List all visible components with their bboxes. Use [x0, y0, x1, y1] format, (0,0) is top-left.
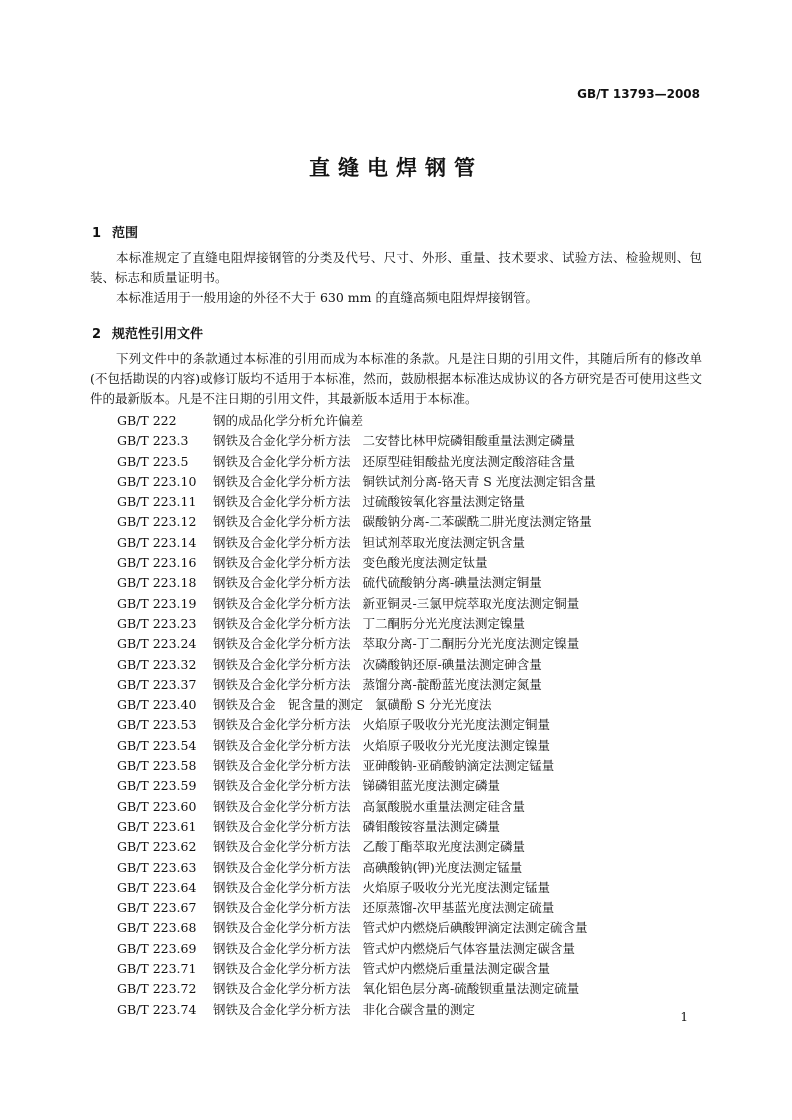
reference-series: 钢铁及合金化学分析方法 — [213, 1001, 351, 1017]
reference-method: 高氯酸脱水重量法测定硅含量 — [362, 798, 526, 814]
reference-code: GB/T 223.54 — [117, 737, 197, 753]
reference-method: 管式炉内燃烧后重量法测定碳含量 — [362, 961, 551, 977]
section-2-heading — [92, 323, 203, 342]
reference-series: 钢铁及合金化学分析方法 — [213, 737, 351, 753]
reference-code: GB/T 223.19 — [117, 595, 197, 611]
scope-paragraph-1: 本标准规定了直缝电阻焊接钢管的分类及代号、尺寸、外形、重量、技术要求、试验方法、检验规则、包装、标志和质量证明书。 — [90, 250, 702, 285]
reference-series: 钢铁及合金化学分析方法 — [213, 453, 351, 469]
reference-method: 萃取分离-丁二酮肟分光光度法测定镍量 — [362, 636, 580, 652]
section-1-body — [90, 248, 702, 308]
reference-item — [117, 878, 596, 898]
reference-item — [117, 675, 596, 695]
reference-series: 钢的成品化学分析允许偏差 — [213, 413, 364, 428]
reference-item — [117, 594, 596, 614]
reference-method: 次磷酸钠还原-碘量法测定砷含量 — [362, 656, 542, 672]
reference-series: 钢铁及合金化学分析方法 — [213, 615, 351, 631]
reference-method: 还原型硅钼酸盐光度法测定酸溶硅含量 — [362, 453, 576, 469]
reference-item — [117, 614, 596, 634]
reference-series: 钢铁及合金化学分析方法 — [213, 961, 351, 977]
reference-series: 钢铁及合金化学分析方法 — [213, 900, 351, 916]
page-number: 1 — [680, 1010, 688, 1024]
reference-method: 锑磷钼蓝光度法测定磷量 — [362, 778, 501, 794]
reference-list — [117, 411, 596, 1020]
reference-item — [117, 452, 596, 472]
reference-method: 亚砷酸钠-亚硝酸钠滴定法测定锰量 — [362, 758, 555, 774]
reference-method: 火焰原子吸收分光光度法测定锰量 — [362, 879, 551, 895]
reference-code: GB/T 223.72 — [117, 981, 197, 997]
section-heading-text: 规范性引用文件 — [112, 327, 204, 342]
document-title: 直缝电焊钢管 — [309, 156, 483, 180]
reference-series: 钢铁及合金化学分析方法 — [213, 778, 351, 794]
reference-code: GB/T 223.53 — [117, 717, 197, 733]
reference-code: GB/T 223.23 — [117, 615, 197, 631]
reference-item — [117, 655, 596, 675]
reference-series: 钢铁及合金化学分析方法 — [213, 494, 351, 510]
reference-code: GB/T 223.67 — [117, 900, 197, 916]
reference-method: 钽试剂萃取光度法测定钒含量 — [362, 534, 526, 550]
reference-series: 钢铁及合金化学分析方法 — [213, 839, 351, 855]
reference-series: 钢铁及合金化学分析方法 — [213, 717, 351, 733]
reference-method: 硫代硫酸钠分离-碘量法测定铜量 — [362, 575, 542, 591]
reference-method: 非化合碳含量的测定 — [362, 1001, 476, 1017]
reference-code: GB/T 223.69 — [117, 940, 197, 956]
reference-method: 铜铁试剂分离-铬天青 S 光度法测定铝含量 — [362, 473, 596, 489]
reference-item — [117, 492, 596, 512]
reference-code: GB/T 223.71 — [117, 961, 197, 977]
reference-item — [117, 797, 596, 817]
reference-method: 火焰原子吸收分光光度法测定镍量 — [362, 737, 551, 753]
reference-series: 钢铁及合金化学分析方法 — [213, 940, 351, 956]
reference-item — [117, 1000, 596, 1020]
reference-series: 钢铁及合金化学分析方法 — [213, 920, 351, 936]
standard-code: GB/T 13793—2008 — [577, 87, 700, 101]
reference-code: GB/T 223.74 — [117, 1001, 197, 1017]
reference-item — [117, 472, 596, 492]
reference-item — [117, 533, 596, 553]
reference-item — [117, 512, 596, 532]
reference-method: 高碘酸钠(钾)光度法测定锰量 — [362, 859, 523, 875]
reference-code: GB/T 223.14 — [117, 534, 197, 550]
reference-series: 钢铁及合金化学分析方法 — [213, 859, 351, 875]
reference-series: 钢铁及合金化学分析方法 — [213, 798, 351, 814]
reference-series: 钢铁及合金化学分析方法 — [213, 555, 351, 571]
reference-series: 钢铁及合金化学分析方法 — [213, 595, 351, 611]
reference-item — [117, 939, 596, 959]
reference-series: 钢铁及合金化学分析方法 — [213, 636, 351, 652]
reference-code: GB/T 223.16 — [117, 555, 197, 571]
reference-item — [117, 858, 596, 878]
reference-method: 火焰原子吸收分光光度法测定铜量 — [362, 717, 551, 733]
reference-item — [117, 817, 596, 837]
reference-series: 钢铁及合金化学分析方法 — [213, 676, 351, 692]
reference-code: GB/T 223.40 — [117, 697, 197, 713]
section-number: 1 — [92, 226, 102, 241]
reference-item — [117, 573, 596, 593]
reference-code: GB/T 223.18 — [117, 575, 197, 591]
reference-item — [117, 898, 596, 918]
reference-item — [117, 695, 596, 715]
reference-series: 钢铁及合金化学分析方法 — [213, 575, 351, 591]
reference-series: 钢铁及合金 铌含量的测定 — [213, 697, 364, 713]
section-heading-text: 范围 — [112, 226, 139, 241]
reference-code: GB/T 223.68 — [117, 920, 197, 936]
reference-series: 钢铁及合金化学分析方法 — [213, 879, 351, 895]
reference-code: GB/T 223.3 — [117, 433, 189, 449]
reference-code: GB/T 223.10 — [117, 473, 197, 489]
reference-method: 乙酸丁酯萃取光度法测定磷量 — [362, 839, 526, 855]
reference-series: 钢铁及合金化学分析方法 — [213, 433, 351, 449]
scope-paragraph-2: 本标准适用于一般用途的外径不大于 630 mm 的直缝高频电阻焊焊接钢管。 — [116, 290, 538, 305]
reference-method: 还原蒸馏-次甲基蓝光度法测定硫量 — [362, 900, 555, 916]
reference-series: 钢铁及合金化学分析方法 — [213, 656, 351, 672]
reference-item — [117, 837, 596, 857]
reference-item — [117, 715, 596, 735]
reference-code: GB/T 223.11 — [117, 494, 197, 510]
reference-method: 过硫酸铵氧化容量法测定铬量 — [362, 494, 526, 510]
reference-code: GB/T 223.37 — [117, 676, 197, 692]
reference-series: 钢铁及合金化学分析方法 — [213, 514, 351, 530]
reference-method: 新亚铜灵-三氯甲烷萃取光度法测定铜量 — [362, 595, 580, 611]
reference-item — [117, 553, 596, 573]
reference-item — [117, 756, 596, 776]
reference-code: GB/T 223.63 — [117, 859, 197, 875]
reference-code: GB/T 223.32 — [117, 656, 197, 672]
reference-series: 钢铁及合金化学分析方法 — [213, 981, 351, 997]
reference-method: 管式炉内燃烧后气体容量法测定碳含量 — [362, 940, 576, 956]
reference-item — [117, 411, 596, 431]
reference-method: 二安替比林甲烷磷钼酸重量法测定磷量 — [362, 433, 576, 449]
reference-code: GB/T 223.64 — [117, 879, 197, 895]
reference-code: GB/T 223.5 — [117, 453, 189, 469]
reference-item — [117, 918, 596, 938]
reference-item — [117, 959, 596, 979]
reference-series: 钢铁及合金化学分析方法 — [213, 818, 351, 834]
reference-series: 钢铁及合金化学分析方法 — [213, 473, 351, 489]
section-number: 2 — [92, 327, 102, 342]
reference-code: GB/T 223.62 — [117, 839, 197, 855]
reference-method: 管式炉内燃烧后碘酸钾滴定法测定硫含量 — [362, 920, 588, 936]
reference-method: 变色酸光度法测定钛量 — [362, 555, 488, 571]
section-2-intro — [90, 349, 702, 409]
reference-method: 丁二酮肟分光光度法测定镍量 — [362, 615, 526, 631]
reference-code: GB/T 223.12 — [117, 514, 197, 530]
section-1-heading — [92, 222, 138, 241]
reference-method: 氯磺酚 S 分光光度法 — [375, 697, 492, 713]
reference-item — [117, 776, 596, 796]
reference-code: GB/T 223.24 — [117, 636, 197, 652]
reference-code: GB/T 222 — [117, 413, 177, 428]
reference-item — [117, 736, 596, 756]
reference-method: 磷钼酸铵容量法测定磷量 — [362, 818, 501, 834]
reference-item — [117, 979, 596, 999]
reference-method: 蒸馏分离-靛酚蓝光度法测定氮量 — [362, 676, 542, 692]
reference-code: GB/T 223.61 — [117, 818, 197, 834]
reference-code: GB/T 223.60 — [117, 798, 197, 814]
reference-series: 钢铁及合金化学分析方法 — [213, 758, 351, 774]
references-intro-paragraph: 下列文件中的条款通过本标准的引用而成为本标准的条款。凡是注日期的引用文件，其随后所有的修改单(不包括勘误的内容)或修订版均不适用于本标准，然而，鼓励根据本标准达成协议的各方研究是否可使用这些文件的最新版本。凡是不注日期的引用文件，其最新版本适用于本标准。 — [90, 351, 702, 406]
reference-series: 钢铁及合金化学分析方法 — [213, 534, 351, 550]
reference-method: 碳酸钠分离-二苯碳酰二肼光度法测定铬量 — [362, 514, 592, 530]
reference-code: GB/T 223.58 — [117, 758, 197, 774]
reference-item — [117, 634, 596, 654]
reference-item — [117, 431, 596, 451]
reference-code: GB/T 223.59 — [117, 778, 197, 794]
reference-method: 氧化铝色层分离-硫酸钡重量法测定硫量 — [362, 981, 580, 997]
